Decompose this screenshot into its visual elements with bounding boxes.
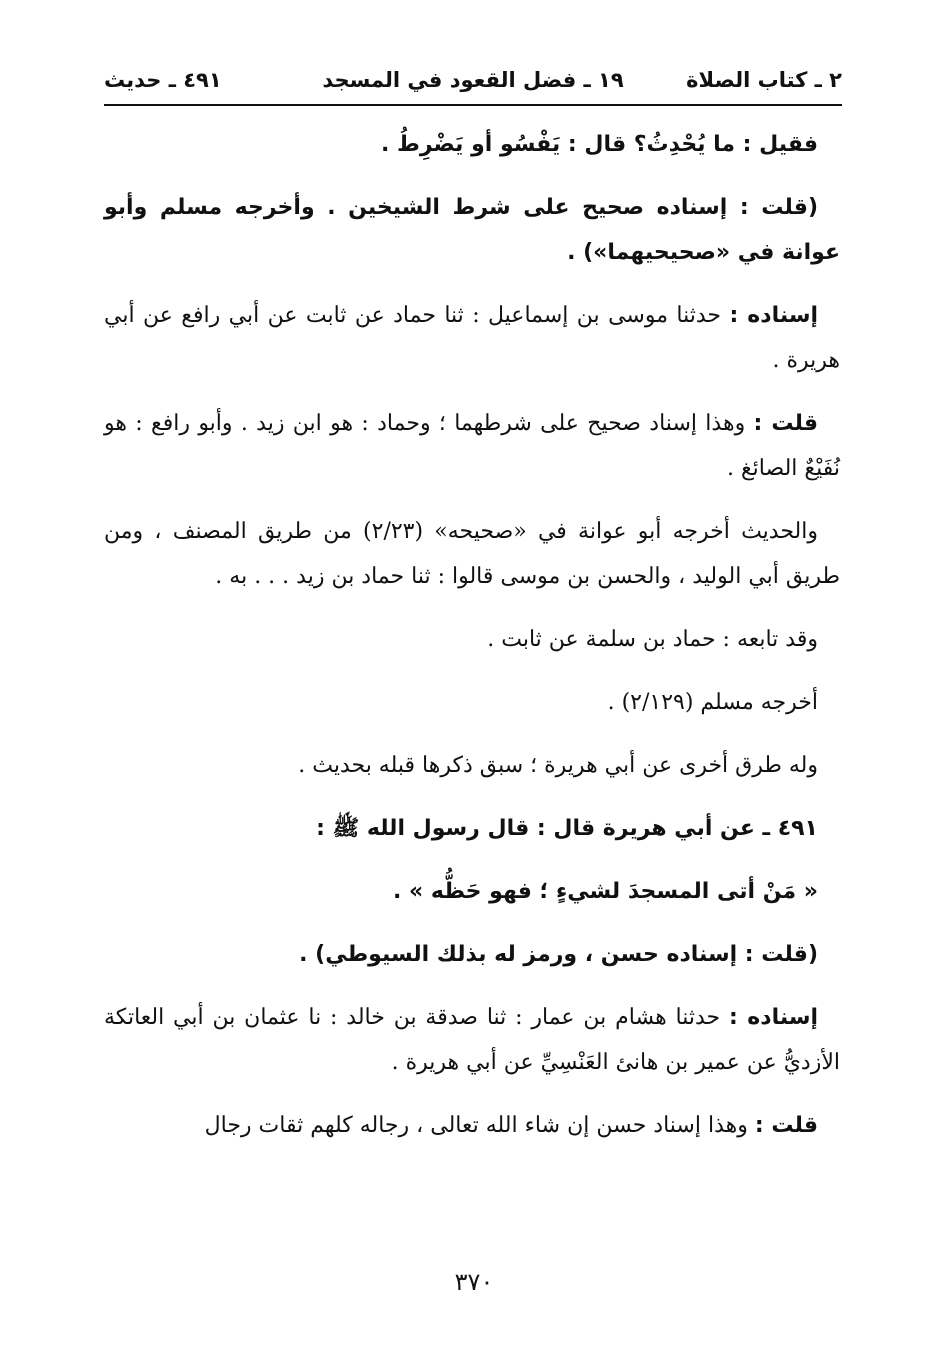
header-divider — [104, 104, 842, 106]
hadith-heading: ٤٩١ ـ عن أبي هريرة قال : قال رسول الله ﷺ : — [316, 816, 818, 841]
paragraph-7: أخرجه مسلم (٢/١٢٩) . — [607, 690, 818, 715]
paragraph-3-isnad — [104, 293, 840, 383]
paragraph-2-verdict: (قلت : إسناده صحيح على شرط الشيخين . وأخرجه مسلم وأبو عوانة في «صحيحيهما») . — [104, 195, 840, 265]
paragraph-5: والحديث أخرجه أبو عوانة في «صحيحه» (٢/٢٣) من طريق المصنف ، ومن طريق أبي الوليد ، والحسن بن موسى قالوا : ثنا حماد بن زيد . . . به . — [104, 519, 840, 589]
paragraph-13-comment — [104, 1103, 840, 1148]
isnad-lead-2: إسناده : — [729, 1005, 819, 1030]
paragraph-11-verdict: (قلت : إسناده حسن ، ورمز له بذلك السيوطي) . — [299, 942, 818, 967]
comment-text: وهذا إسناد صحيح على شرطهما ؛ وحماد : هو ابن زيد . وأبو رافع : هو نُفَيْعٌ الصائغ . — [104, 411, 840, 481]
page-body — [104, 122, 840, 1212]
paragraph-1: فقيل : ما يُحْدِثُ؟ قال : يَفْسُو أو يَضْرِطُ . — [380, 132, 818, 157]
paragraph-4-comment — [104, 401, 840, 491]
isnad-text-2: حدثنا هشام بن عمار : ثنا صدقة بن خالد : نا عثمان بن أبي العاتكة الأزديُّ عن عمير بن هانئ العَنْسِيِّ عن أبي هريرة . — [104, 1005, 840, 1075]
isnad-lead: إسناده : — [729, 303, 818, 328]
comment-lead: قلت : — [753, 411, 818, 436]
paragraph-8: وله طرق أخرى عن أبي هريرة ؛ سبق ذكرها قبله بحديث . — [298, 753, 818, 778]
isnad-text: حدثنا موسى بن إسماعيل : ثنا حماد عن ثابت عن أبي رافع عن أبي هريرة . — [104, 303, 840, 373]
page-number: ٣٧٠ — [454, 1268, 494, 1296]
header-hadith-number: ٤٩١ ـ حديث — [104, 68, 222, 92]
running-header — [104, 64, 842, 98]
comment-text-2: وهذا إسناد حسن إن شاء الله تعالى ، رجاله كلهم ثقات رجال — [204, 1113, 755, 1138]
hadith-text: « مَنْ أتى المسجدَ لشيءٍ ؛ فهو حَظُّه » . — [393, 879, 818, 904]
comment-lead-2: قلت : — [754, 1113, 818, 1138]
paragraph-6: وقد تابعه : حماد بن سلمة عن ثابت . — [487, 627, 818, 652]
header-book-title: ٢ ـ كتاب الصلاة — [686, 68, 842, 92]
paragraph-12-isnad — [104, 995, 840, 1085]
header-chapter-title: ١٩ ـ فضل القعود في المسجد — [322, 68, 624, 92]
